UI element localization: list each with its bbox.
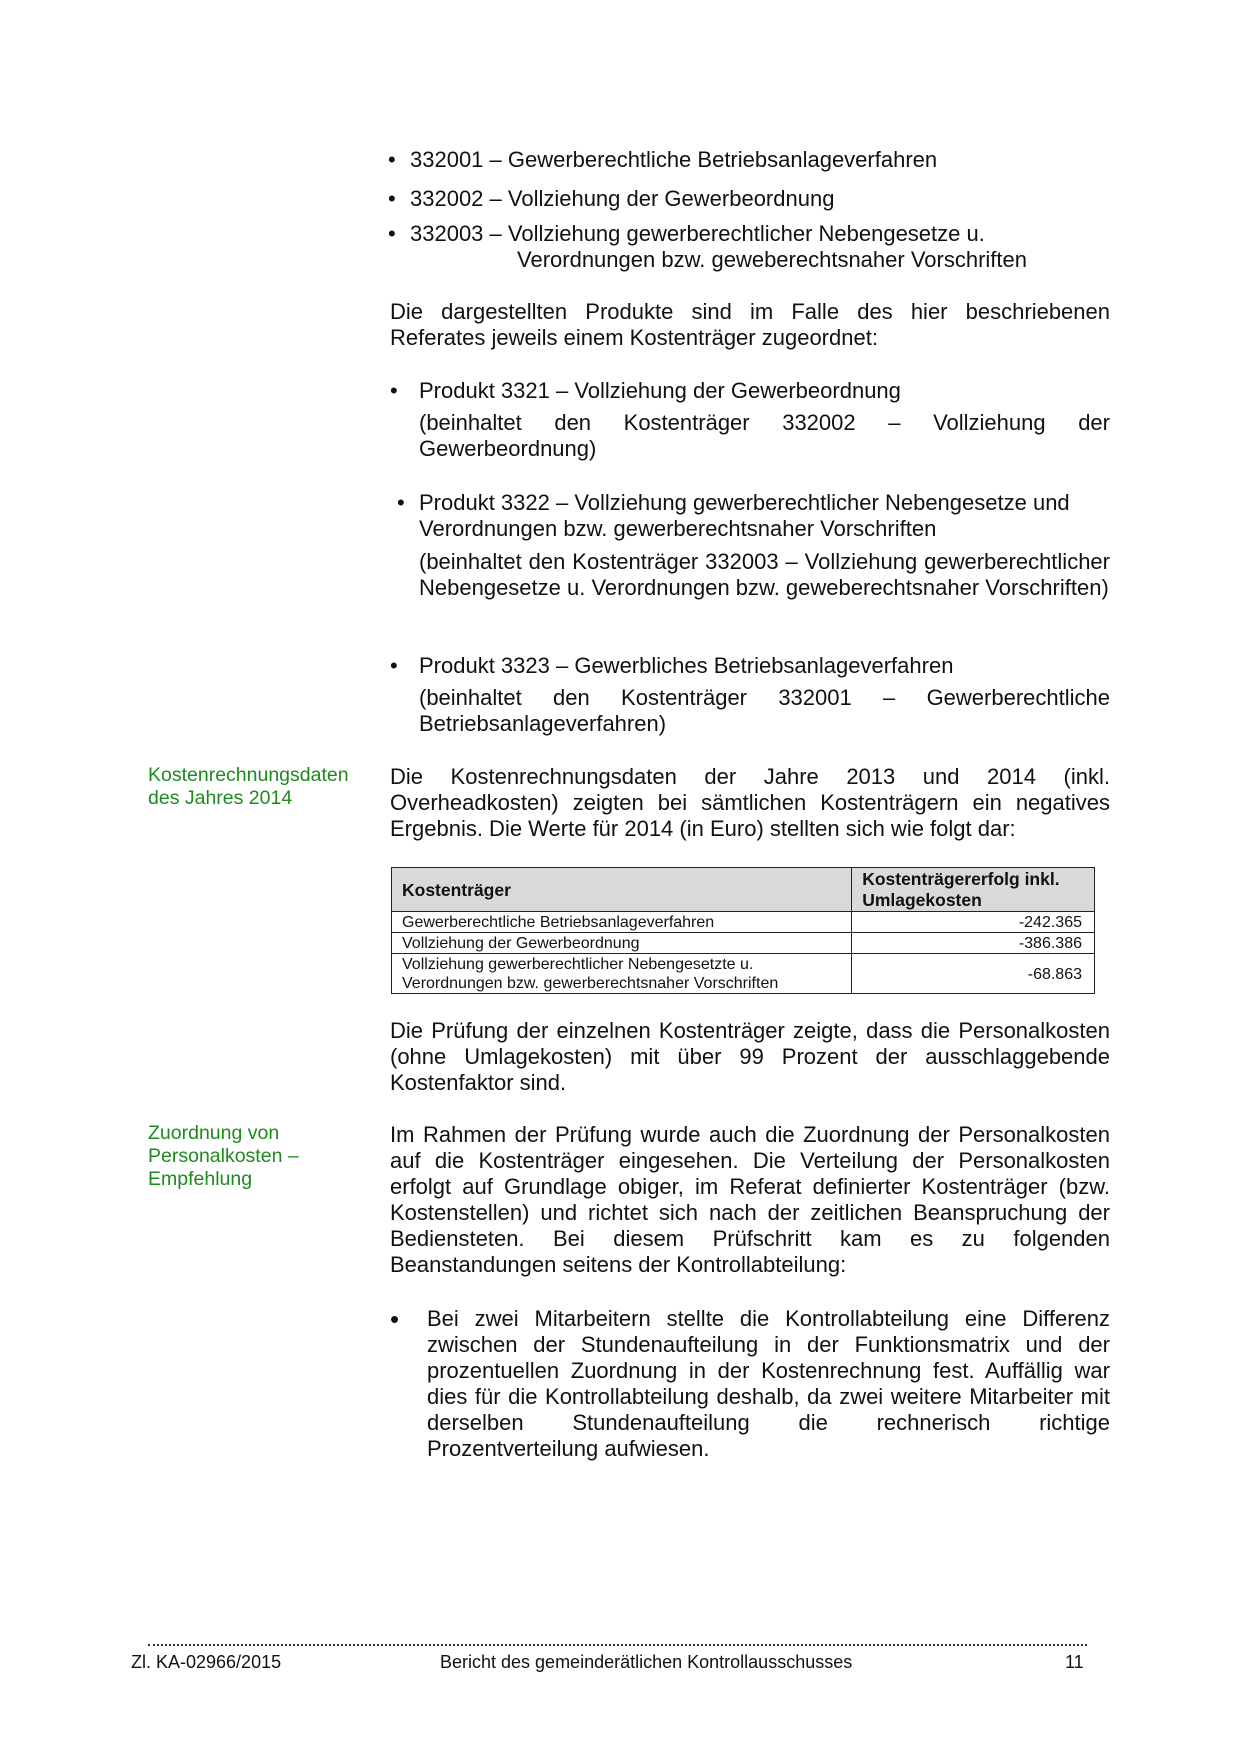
bullet: • (388, 147, 396, 172)
table-row (392, 954, 1095, 994)
cost-paragraph: Die Kostenrechnungsdaten der Jahre 2013 und 2014 (inkl. Overheadkosten) zeigten bei sämtlichen Kostenträgern ein negatives Ergebnis. Die Werte für 2014 (in Euro) stellten sich wie folgt dar: (390, 764, 1110, 841)
side-heading-line: Personalkosten – (148, 1145, 299, 1167)
list-item-continuation: Verordnungen bzw. geweberechtsnaher Vorschriften (517, 247, 1027, 272)
table-row (392, 912, 1095, 933)
product-item (390, 378, 1110, 461)
bullet: • (388, 186, 396, 211)
top-list (388, 147, 1108, 273)
list-item (388, 147, 1108, 173)
product-title: Produkt 3321 – Vollziehung der Gewerbeordnung (419, 378, 901, 403)
intro-paragraph: Die dargestellten Produkte sind im Falle des hier beschriebenen Referates jeweils einem Kostenträger zugeordnet: (390, 299, 1110, 350)
table-cell-name: Vollziehung der Gewerbeordnung (392, 933, 852, 954)
page-number: 11 (1065, 1652, 1084, 1672)
table-row (392, 933, 1095, 954)
bullet: • (390, 378, 398, 403)
side-heading-line: des Jahres 2014 (148, 787, 293, 809)
finding-text: Bei zwei Mitarbeitern stellte die Kontrollabteilung eine Differenz zwischen der Stundenaufteilung in der Funktionsmatrix und der prozentuellen Zuordnung in der Kostenrechnung fest. Auffällig war dies für die Kontrollabteilung deshalb, da zwei weitere Mitarbeiter mit derselben Stundenaufteilung die rechnerisch richtige Prozentverteilung aufwiesen. (427, 1306, 1110, 1461)
footer-title: Bericht des gemeinderätlichen Kontrollausschusses (440, 1652, 853, 1672)
product-title: Produkt 3323 – Gewerbliches Betriebsanlageverfahren (419, 653, 954, 678)
footer-divider (148, 1644, 1087, 1646)
column-header: Kostenträger (392, 868, 852, 912)
column-header: Kostenträgererfolg inkl. Umlagekosten (852, 868, 1095, 912)
product-detail: (beinhaltet den Kostenträger 332001 – Gewerberechtliche Betriebsanlageverfahren) (419, 685, 1110, 736)
table-cell-value: -386.386 (852, 933, 1095, 954)
side-heading-kostenrechnungsdaten (148, 764, 349, 810)
list-item-text: 332003 – Vollziehung gewerberechtlicher Nebengesetze u. (410, 221, 985, 246)
bullet: • (388, 221, 396, 246)
zuordnung-paragraph: Im Rahmen der Prüfung wurde auch die Zuordnung der Personalkosten auf die Kostenträger eingesehen. Die Verteilung der Personalkosten erfolgt auf Grundlage obiger, im Referat definierter Kostenträger (bzw. Kostenstellen) und richtet sich nach der zeitlichen Beanspruchung der Bediensteten. Bei diesem Prüfschritt kam es zu folgenden Beanstandungen seitens der Kontrollabteilung: (390, 1122, 1110, 1277)
table-cell-value: -242.365 (852, 912, 1095, 933)
list-item-text: 332001 – Gewerberechtliche Betriebsanlageverfahren (410, 147, 938, 172)
bullet: • (390, 653, 398, 678)
product-detail: (beinhaltet den Kostenträger 332003 – Vollziehung gewerberechtlicher Nebengesetze u. Verordnungen bzw. geweberechtsnaher Vorschriften) (419, 549, 1110, 600)
cost-table (391, 867, 1095, 994)
side-heading-line: Zuordnung von (148, 1122, 280, 1144)
pruefung-paragraph: Die Prüfung der einzelnen Kostenträger zeigte, dass die Personalkosten (ohne Umlagekosten) mit über 99 Prozent der ausschlaggebende Kostenfaktor sind. (390, 1018, 1110, 1095)
bullet: • (397, 490, 405, 515)
footer-reference: Zl. KA-02966/2015 (131, 1652, 282, 1672)
list-item-text: 332002 – Vollziehung der Gewerbeordnung (410, 186, 835, 211)
side-heading-zuordnung (148, 1122, 299, 1191)
table-cell-value: -68.863 (852, 954, 1095, 994)
table-cell-name: Vollziehung gewerberechtlicher Nebengesetzte u. Verordnungen bzw. gewerberechtsnaher Vorschriften (392, 954, 852, 994)
product-detail: (beinhaltet den Kostenträger 332002 – Vollziehung der Gewerbeordnung) (419, 410, 1110, 461)
bullet: • (390, 1304, 400, 1334)
table-cell-name: Gewerberechtliche Betriebsanlageverfahren (392, 912, 852, 933)
product-title: Produkt 3322 – Vollziehung gewerberechtlicher Nebengesetze und Verordnungen bzw. gewerberechtsnaher Vorschriften (419, 490, 1070, 541)
side-heading-line: Empfehlung (148, 1168, 253, 1190)
list-item (388, 186, 1108, 212)
side-heading-line: Kostenrechnungsdaten (148, 764, 349, 786)
table-header-row (392, 868, 1095, 912)
list-item (388, 221, 1108, 273)
